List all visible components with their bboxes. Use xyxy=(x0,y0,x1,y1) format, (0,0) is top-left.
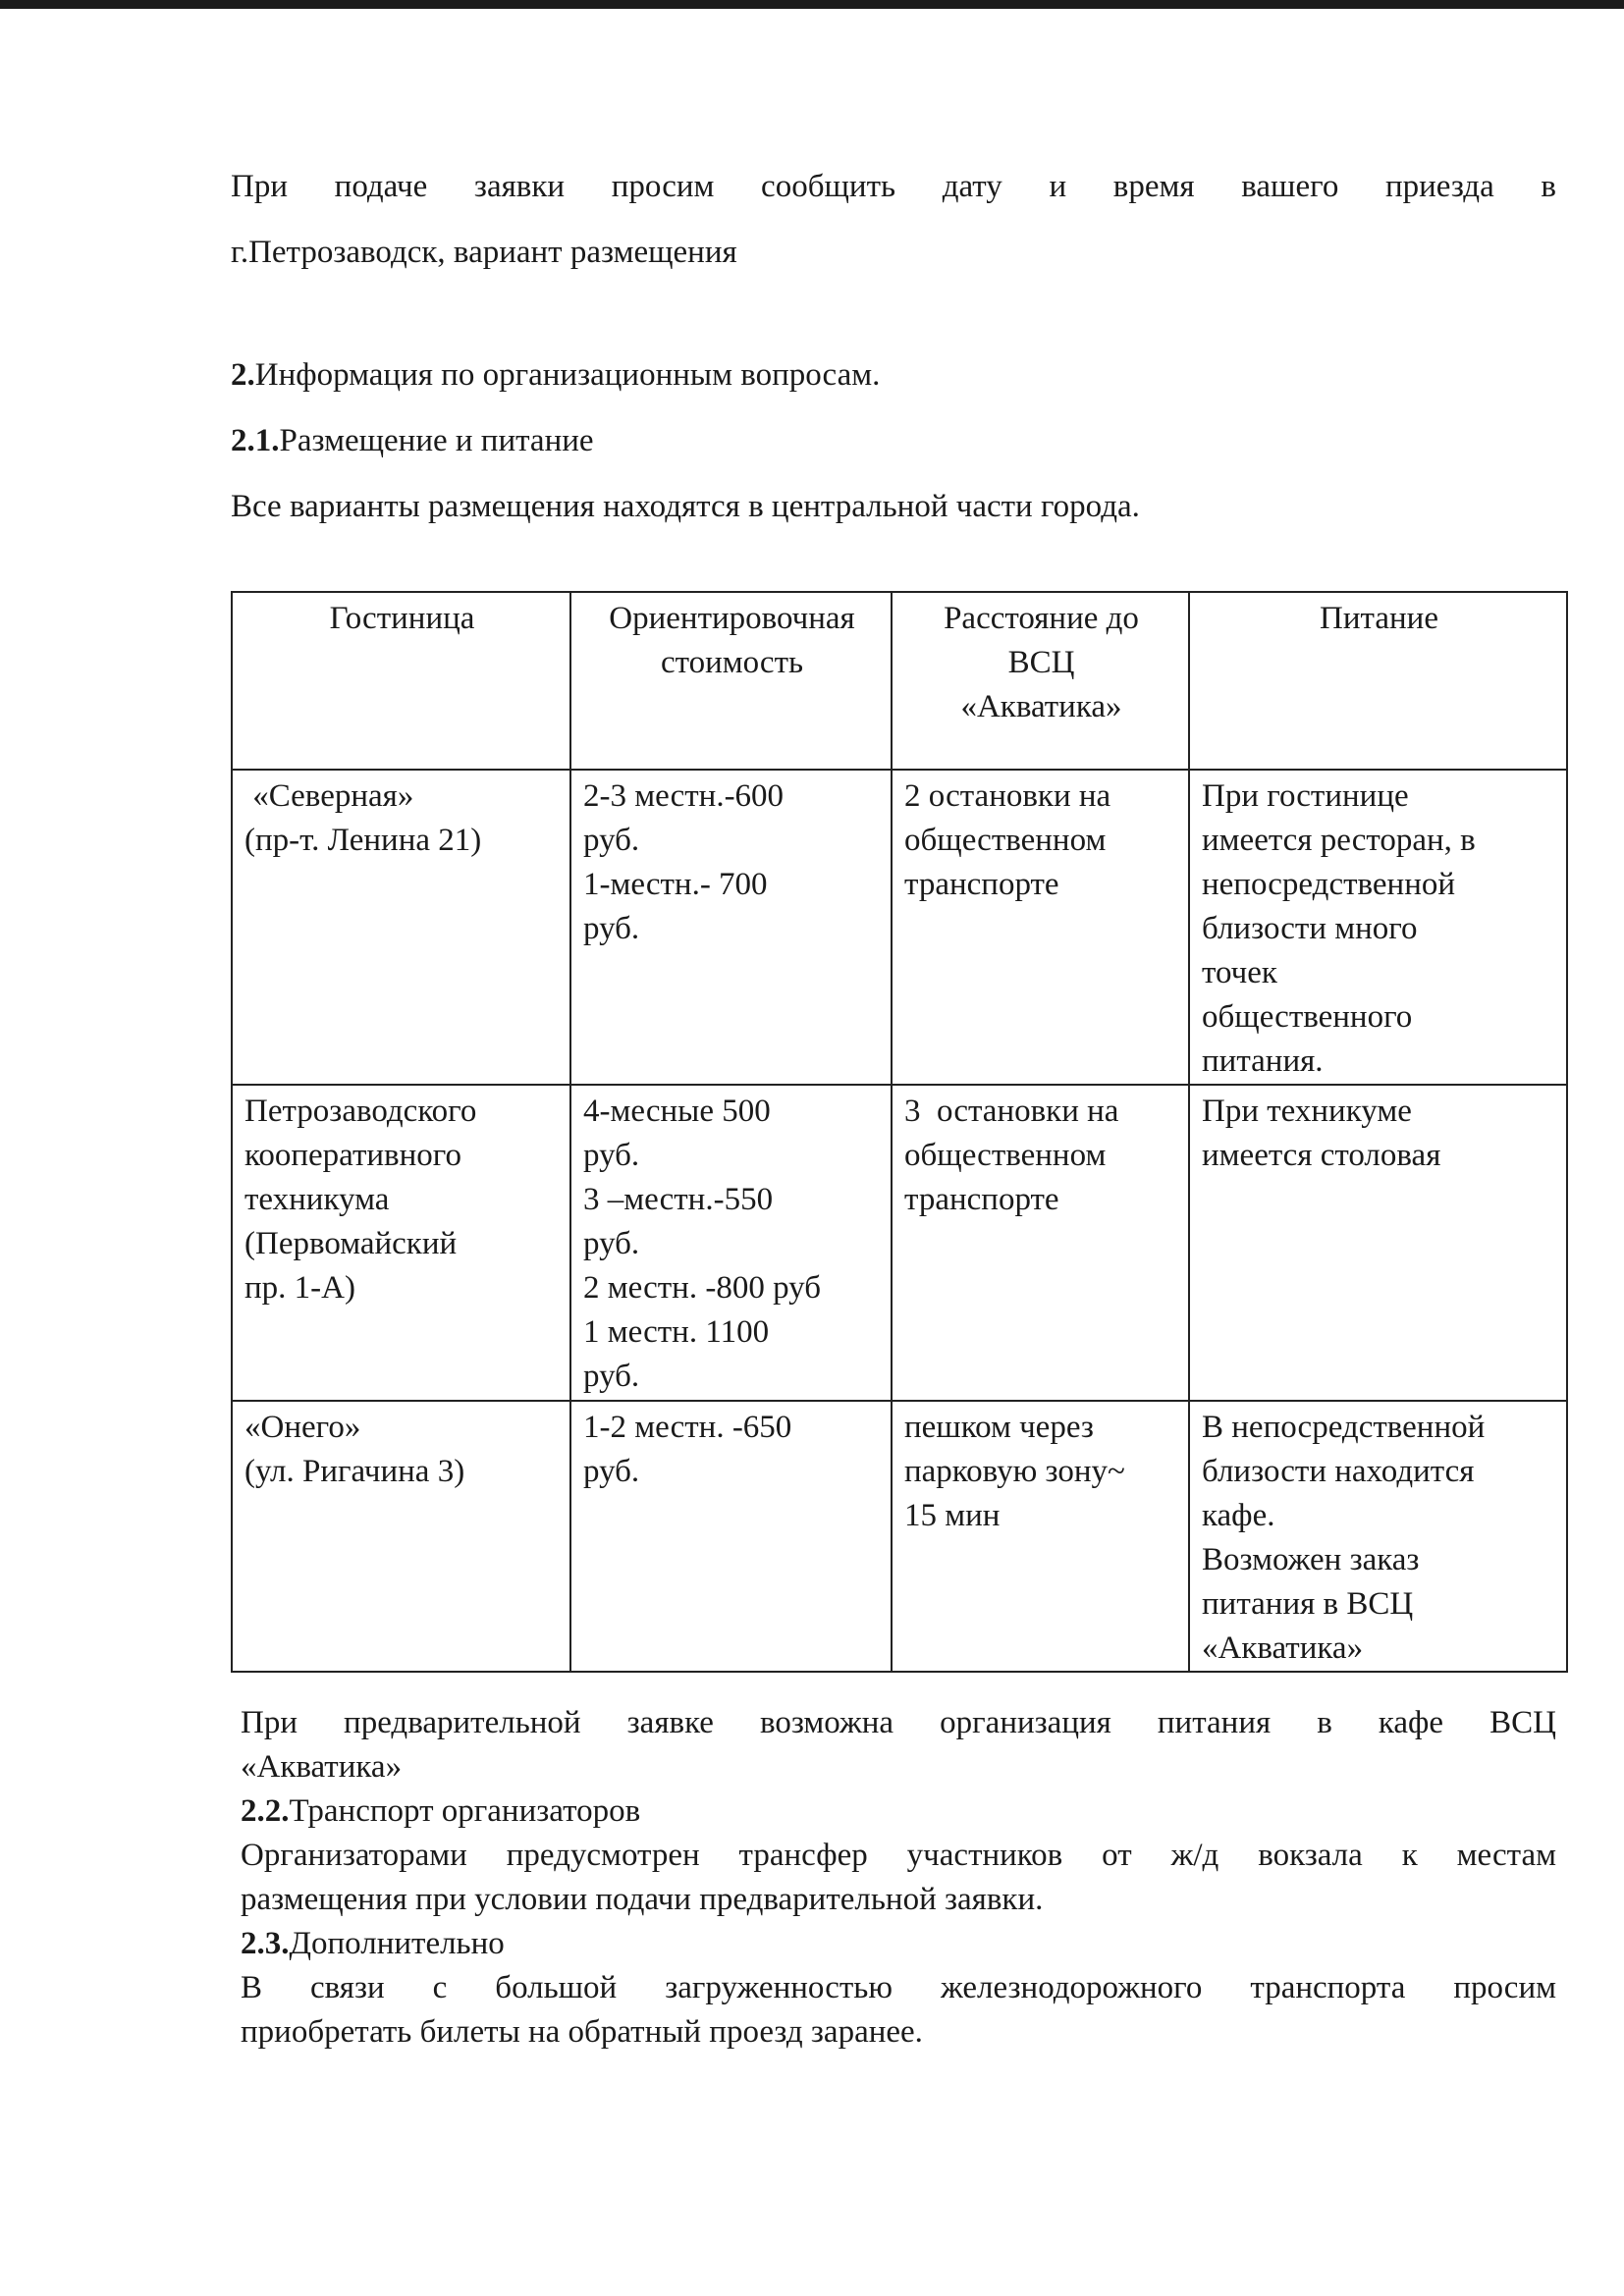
transport-line-1: Организаторами предусмотрен трансфер участников от ж/д вокзала к местам xyxy=(241,1838,1556,1873)
section-title: Транспорт организаторов xyxy=(289,1793,641,1829)
cell-cost: 2-3 местн.-600 руб. 1-местн.- 700 руб. xyxy=(570,770,892,1085)
intro-paragraph xyxy=(231,154,1556,286)
accommodation-table xyxy=(231,591,1568,1673)
intro-line-2: г.Петрозаводск, вариант размещения xyxy=(231,235,737,270)
transport-line-2: размещения при условии подачи предварительной заявки. xyxy=(241,1882,1044,1917)
cell-food: В непосредственной близости находится кафе. Возможен заказ питания в ВСЦ «Акватика» xyxy=(1189,1401,1567,1672)
additional-paragraph xyxy=(241,1966,1556,2055)
section-2-1-heading xyxy=(231,419,594,463)
section-number: 2.1. xyxy=(231,423,280,458)
cell-distance: пешком через парковую зону~ 15 мин xyxy=(892,1401,1189,1672)
header-food: Питание xyxy=(1189,592,1567,770)
cell-hotel: Петрозаводского кооперативного техникума (Первомайский пр. 1-А) xyxy=(232,1085,570,1401)
header-cost: Ориентировочная стоимость xyxy=(570,592,892,770)
table-row xyxy=(232,770,1567,1085)
header-hotel: Гостиница xyxy=(232,592,570,770)
section-number: 2.2. xyxy=(241,1793,290,1829)
cell-distance: 3 остановки на общественном транспорте xyxy=(892,1085,1189,1401)
transport-paragraph xyxy=(241,1834,1556,1922)
intro-line-1: При подаче заявки просим сообщить дату и время вашего приезда в xyxy=(231,169,1556,204)
catering-note xyxy=(241,1701,1556,1789)
additional-line-1: В связи с большой загруженностью железнодорожного транспорта просим xyxy=(241,1970,1556,2005)
section-title: Дополнительно xyxy=(289,1926,505,1961)
cell-distance: 2 остановки на общественном транспорте xyxy=(892,770,1189,1085)
table-row xyxy=(232,1085,1567,1401)
section-title: Информация по организационным вопросам. xyxy=(254,357,881,393)
additional-line-2: приобретать билеты на обратный проезд заранее. xyxy=(241,2014,923,2050)
section-2-heading xyxy=(231,353,880,398)
section-2-3-heading xyxy=(241,1922,505,1966)
table-header-row xyxy=(232,592,1567,770)
catering-line-1: При предварительной заявке возможна организация питания в кафе ВСЦ xyxy=(241,1705,1556,1740)
catering-line-2: «Акватика» xyxy=(241,1749,403,1785)
cell-hotel: «Северная» (пр-т. Ленина 21) xyxy=(232,770,570,1085)
location-note: Все варианты размещения находятся в центральной части города. xyxy=(231,489,1140,524)
cell-hotel: «Онего» (ул. Ригачина 3) xyxy=(232,1401,570,1672)
cell-cost: 4-месные 500 руб. 3 –местн.-550 руб. 2 местн. -800 руб 1 местн. 1100 руб. xyxy=(570,1085,892,1401)
cell-food: При гостинице имеется ресторан, в непосредственной близости много точек общественного питания. xyxy=(1189,770,1567,1085)
cell-food: При техникуме имеется столовая xyxy=(1189,1085,1567,1401)
section-number: 2. xyxy=(231,357,255,393)
header-distance: Расстояние до ВСЦ «Акватика» xyxy=(892,592,1189,770)
cell-cost: 1-2 местн. -650 руб. xyxy=(570,1401,892,1672)
section-2-2-heading xyxy=(241,1789,640,1834)
section-title: Размещение и питание xyxy=(279,423,594,458)
table-row xyxy=(232,1401,1567,1672)
section-number: 2.3. xyxy=(241,1926,290,1961)
